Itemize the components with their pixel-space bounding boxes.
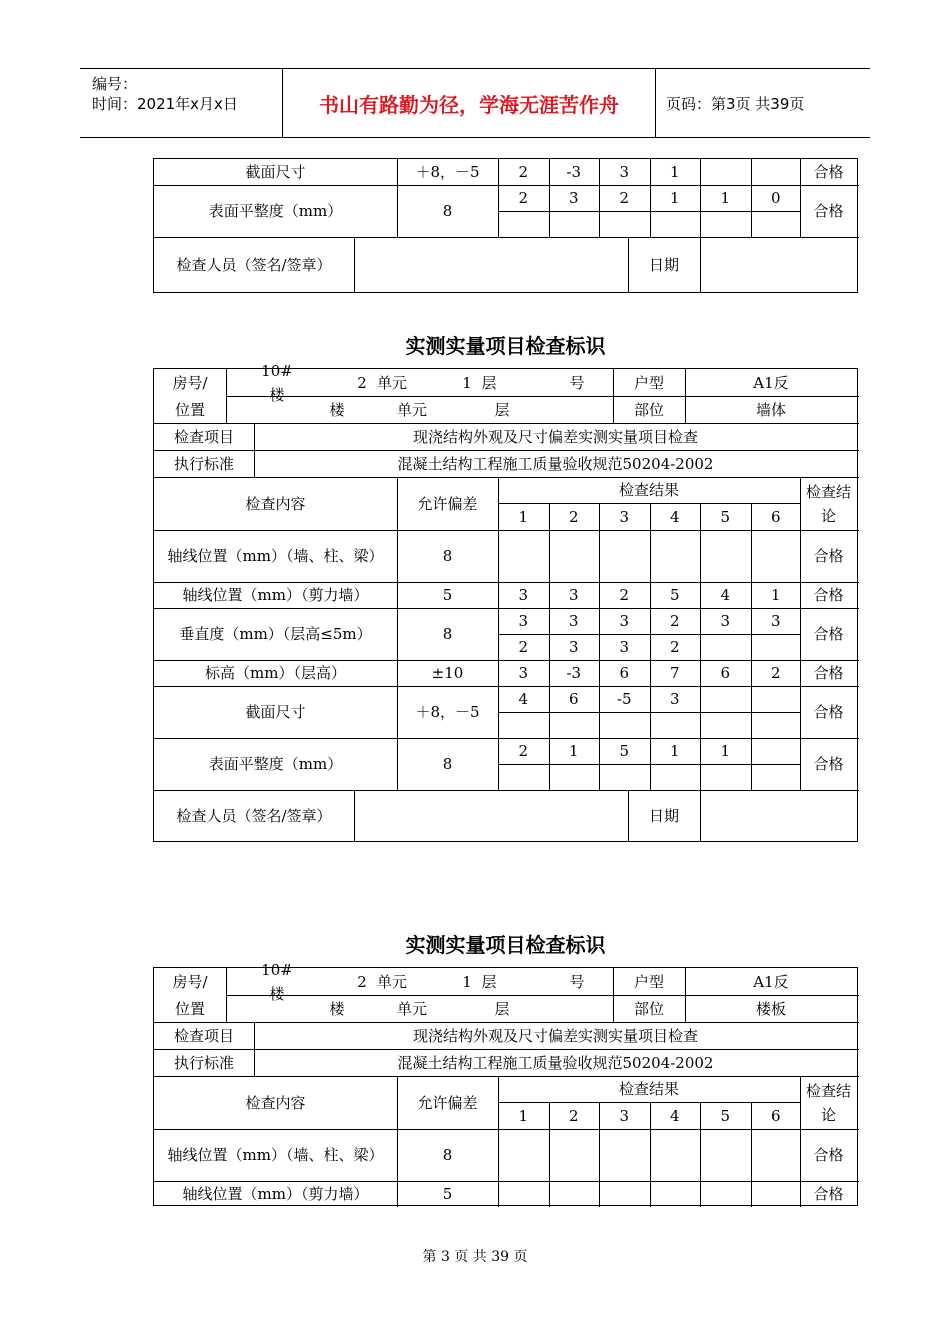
- room-label: 房号/: [172, 373, 208, 392]
- result-index: 1: [518, 507, 529, 526]
- result-index: 3: [619, 507, 630, 526]
- section-2-measure-value: [599, 1129, 650, 1181]
- page-header: [80, 68, 870, 138]
- section-1-measure-value: [599, 530, 650, 582]
- section-1-row-item: 轴线位置（mm）（剪力墙）: [182, 586, 369, 604]
- section-1-measure-value: 3: [568, 612, 579, 630]
- section-1-measure-value: [700, 634, 751, 660]
- inspection-table-1: [153, 361, 858, 842]
- grid-line: [700, 790, 701, 841]
- section-1-measure-value: [751, 738, 802, 764]
- continued-row-item: 表面平整度（mm）: [208, 202, 343, 220]
- grid-line: [700, 237, 701, 292]
- section-1-measure-value: 5: [619, 742, 630, 760]
- check-item-value: 现浇结构外观及尺寸偏差实测实量项目检查: [412, 427, 698, 446]
- section-1-row-result: 合格: [813, 664, 844, 682]
- col-tolerance-header: 允许偏差: [417, 494, 478, 513]
- part-value: 楼板: [755, 999, 786, 1018]
- inspection-table-continued: [153, 158, 858, 293]
- continued-measure-value: 2: [518, 189, 529, 207]
- section-1-measure-value: 6: [619, 664, 630, 682]
- col-conclusion-header: 检查结论: [805, 1081, 851, 1124]
- unit-type-label: 户型: [633, 972, 664, 991]
- section-1-measure-value: 7: [669, 664, 680, 682]
- section-1-row-result: 合格: [813, 625, 844, 643]
- section-1-row-result: 合格: [813, 703, 844, 721]
- result-index: 3: [619, 1106, 630, 1125]
- section-1-measure-value: 3: [518, 664, 529, 682]
- standard-value: 混凝土结构工程施工质量验收规范50204-2002: [397, 1053, 714, 1072]
- section-1-measure-value: [700, 712, 751, 738]
- location-part: 楼: [329, 400, 345, 419]
- section-1-measure-value: [650, 712, 701, 738]
- section-1-measure-value: -3: [566, 664, 582, 682]
- section-1-measure-value: [751, 530, 802, 582]
- section-1-measure-value: [549, 712, 600, 738]
- location-part: 单元: [376, 373, 407, 392]
- section-1-measure-value: 3: [568, 586, 579, 604]
- continued-measure-value: [498, 211, 549, 237]
- continued-row-result: 合格: [813, 202, 844, 220]
- location-part: 层: [494, 999, 510, 1018]
- continued-measure-value: [599, 211, 650, 237]
- room-label: 房号/: [172, 972, 208, 991]
- location-part: 层: [481, 373, 497, 392]
- section-1-measure-value: 1: [720, 742, 731, 760]
- location-part: 单元: [376, 972, 407, 991]
- grid-line: [354, 790, 355, 841]
- result-index: 1: [518, 1106, 529, 1125]
- section-1-measure-value: 4: [518, 690, 529, 708]
- section-2-measure-value: [498, 1129, 549, 1181]
- result-index: 5: [720, 1106, 731, 1125]
- continued-measure-value: [700, 211, 751, 237]
- continued-measure-value: [650, 211, 701, 237]
- section-1-measure-value: 2: [518, 638, 529, 656]
- header-page-info: 页码：第3页 共39页: [666, 94, 805, 113]
- section-1-row-result: 合格: [813, 755, 844, 773]
- section-2-row-tolerance: 5: [442, 1185, 453, 1203]
- section-1-measure-value: [498, 530, 549, 582]
- continued-measure-value: 3: [619, 163, 630, 181]
- location-part: 10#楼: [261, 960, 293, 1003]
- section-1-measure-value: [751, 634, 802, 660]
- section-1-row-tolerance: 5: [442, 586, 453, 604]
- result-index: 2: [568, 507, 579, 526]
- section-title-2: 实测实量项目检查标识: [405, 933, 606, 957]
- section-1-measure-value: 1: [568, 742, 579, 760]
- continued-measure-value: [751, 159, 802, 185]
- standard-label: 执行标准: [173, 454, 234, 473]
- location-part: 层: [481, 972, 497, 991]
- section-2-row-result: 合格: [813, 1185, 844, 1203]
- section-1-row-item: 垂直度（mm）（层高≤5m）: [179, 625, 372, 643]
- section-1-row-tolerance: 8: [442, 755, 453, 773]
- location-part: 单元: [396, 999, 427, 1018]
- location-part: 2: [357, 373, 367, 392]
- continued-measure-value: [700, 159, 751, 185]
- check-item-label: 检查项目: [173, 427, 234, 446]
- part-label: 部位: [633, 400, 664, 419]
- section-2-row-result: 合格: [813, 1146, 844, 1164]
- position-label: 位置: [174, 400, 205, 419]
- location-part: 号: [569, 972, 585, 991]
- section-1-row-item: 标高（mm）（层高）: [205, 664, 346, 682]
- section-1-measure-value: [599, 764, 650, 790]
- part-label: 部位: [633, 999, 664, 1018]
- section-1-measure-value: 3: [619, 612, 630, 630]
- section-1-measure-value: [650, 530, 701, 582]
- section-1-measure-value: 2: [770, 664, 781, 682]
- location-part: 1: [462, 373, 472, 392]
- continued-measure-value: 1: [720, 189, 731, 207]
- section-1-measure-value: 2: [669, 638, 680, 656]
- section-1-measure-value: 3: [720, 612, 731, 630]
- section-1-measure-value: 1: [770, 586, 781, 604]
- col-results-header: 检查结果: [618, 481, 679, 499]
- date-label: 日期: [648, 806, 679, 825]
- result-index: 2: [568, 1106, 579, 1125]
- section-1-measure-value: [498, 712, 549, 738]
- section-1-measure-value: 3: [669, 690, 680, 708]
- continued-measure-value: 1: [669, 189, 680, 207]
- continued-row-tolerance: ＋8，－5: [415, 163, 480, 181]
- result-index: 4: [669, 507, 680, 526]
- section-2-measure-value: [549, 1181, 600, 1207]
- continued-row-tolerance: 8: [442, 202, 453, 220]
- continued-measure-value: -3: [566, 163, 582, 181]
- section-1-measure-value: 6: [720, 664, 731, 682]
- document-time: 时间：2021年x月x日: [92, 95, 238, 113]
- section-1-measure-value: 3: [518, 586, 529, 604]
- section-1-measure-value: 1: [669, 742, 680, 760]
- section-1-row-item: 表面平整度（mm）: [208, 755, 343, 773]
- section-1-measure-value: 2: [518, 742, 529, 760]
- continued-measure-value: 2: [619, 189, 630, 207]
- unit-type-value: A1反: [753, 373, 789, 392]
- section-title-1: 实测实量项目检查标识: [405, 334, 606, 358]
- section-1-measure-value: 5: [669, 586, 680, 604]
- result-index: 6: [770, 507, 781, 526]
- section-1-measure-value: [498, 764, 549, 790]
- section-2-row-item: 轴线位置（mm）（墙、柱、梁）: [167, 1146, 384, 1164]
- unit-type-label: 户型: [633, 373, 664, 392]
- continued-row-result: 合格: [813, 163, 844, 181]
- section-1-measure-value: 3: [619, 638, 630, 656]
- section-1-measure-value: [549, 530, 600, 582]
- location-part: 2: [357, 972, 367, 991]
- section-2-measure-value: [650, 1181, 701, 1207]
- section-1-row-tolerance: 8: [442, 625, 453, 643]
- col-content-header: 检查内容: [245, 494, 306, 513]
- section-1-row-tolerance: ＋8，－5: [415, 703, 480, 721]
- continued-measure-value: [549, 211, 600, 237]
- section-1-row-result: 合格: [813, 547, 844, 565]
- section-1-row-tolerance: ±10: [431, 664, 464, 682]
- section-1-row-tolerance: 8: [442, 547, 453, 565]
- section-1-measure-value: [700, 686, 751, 712]
- continued-measure-value: 3: [568, 189, 579, 207]
- check-item-label: 检查项目: [173, 1026, 234, 1045]
- standard-value: 混凝土结构工程施工质量验收规范50204-2002: [397, 454, 714, 473]
- location-part: 10#楼: [261, 361, 293, 404]
- section-2-measure-value: [700, 1181, 751, 1207]
- section-1-measure-value: [751, 686, 802, 712]
- section-1-measure-value: [599, 712, 650, 738]
- location-part: 单元: [396, 400, 427, 419]
- section-1-measure-value: 2: [619, 586, 630, 604]
- continued-measure-value: 2: [518, 163, 529, 181]
- section-1-measure-value: 4: [720, 586, 731, 604]
- location-part: 1: [462, 972, 472, 991]
- section-1-measure-value: [751, 712, 802, 738]
- section-2-measure-value: [751, 1181, 802, 1207]
- header-motto: 书山有路勤为径，学海无涯苦作舟: [283, 69, 656, 137]
- inspection-table-2: [153, 960, 858, 1206]
- col-content-header: 检查内容: [245, 1093, 306, 1112]
- result-index: 6: [770, 1106, 781, 1125]
- inspector-label: 检查人员（签名/签章）: [176, 806, 332, 825]
- section-2-row-item: 轴线位置（mm）（剪力墙）: [182, 1185, 369, 1203]
- section-1-row-item: 截面尺寸: [245, 703, 306, 721]
- continued-measure-value: 1: [669, 163, 680, 181]
- section-1-measure-value: -5: [616, 690, 632, 708]
- col-conclusion-header: 检查结论: [805, 482, 851, 525]
- section-1-measure-value: 3: [518, 612, 529, 630]
- header-meta: [80, 69, 283, 137]
- section-1-measure-value: 3: [770, 612, 781, 630]
- section-1-row-result: 合格: [813, 586, 844, 604]
- location-part: 号: [569, 373, 585, 392]
- check-item-value: 现浇结构外观及尺寸偏差实测实量项目检查: [412, 1026, 698, 1045]
- section-1-measure-value: [700, 764, 751, 790]
- section-2-measure-value: [751, 1129, 802, 1181]
- location-part: 层: [494, 400, 510, 419]
- document-number: 编号：: [92, 75, 138, 93]
- location-part: 楼: [329, 999, 345, 1018]
- part-value: 墙体: [755, 400, 786, 419]
- section-1-measure-value: 2: [669, 612, 680, 630]
- col-results-header: 检查结果: [618, 1080, 679, 1098]
- section-2-row-tolerance: 8: [442, 1146, 453, 1164]
- grid-line: [354, 237, 355, 292]
- continued-row-item: 截面尺寸: [245, 163, 306, 181]
- page-footer: 第 3 页 共 39 页: [422, 1249, 528, 1265]
- date-label: 日期: [648, 255, 679, 274]
- section-1-measure-value: [751, 764, 802, 790]
- section-2-measure-value: [498, 1181, 549, 1207]
- col-tolerance-header: 允许偏差: [417, 1093, 478, 1112]
- section-2-measure-value: [650, 1129, 701, 1181]
- section-1-measure-value: 6: [568, 690, 579, 708]
- section-1-measure-value: [650, 764, 701, 790]
- section-1-row-item: 轴线位置（mm）（墙、柱、梁）: [167, 547, 384, 565]
- section-2-measure-value: [700, 1129, 751, 1181]
- standard-label: 执行标准: [173, 1053, 234, 1072]
- continued-measure-value: [751, 211, 802, 237]
- section-1-measure-value: 3: [568, 638, 579, 656]
- section-1-measure-value: [700, 530, 751, 582]
- position-label: 位置: [174, 999, 205, 1018]
- section-1-measure-value: [549, 764, 600, 790]
- inspector-label: 检查人员（签名/签章）: [176, 255, 332, 274]
- unit-type-value: A1反: [753, 972, 789, 991]
- continued-measure-value: 0: [770, 189, 781, 207]
- section-2-measure-value: [599, 1181, 650, 1207]
- section-2-measure-value: [549, 1129, 600, 1181]
- result-index: 4: [669, 1106, 680, 1125]
- result-index: 5: [720, 507, 731, 526]
